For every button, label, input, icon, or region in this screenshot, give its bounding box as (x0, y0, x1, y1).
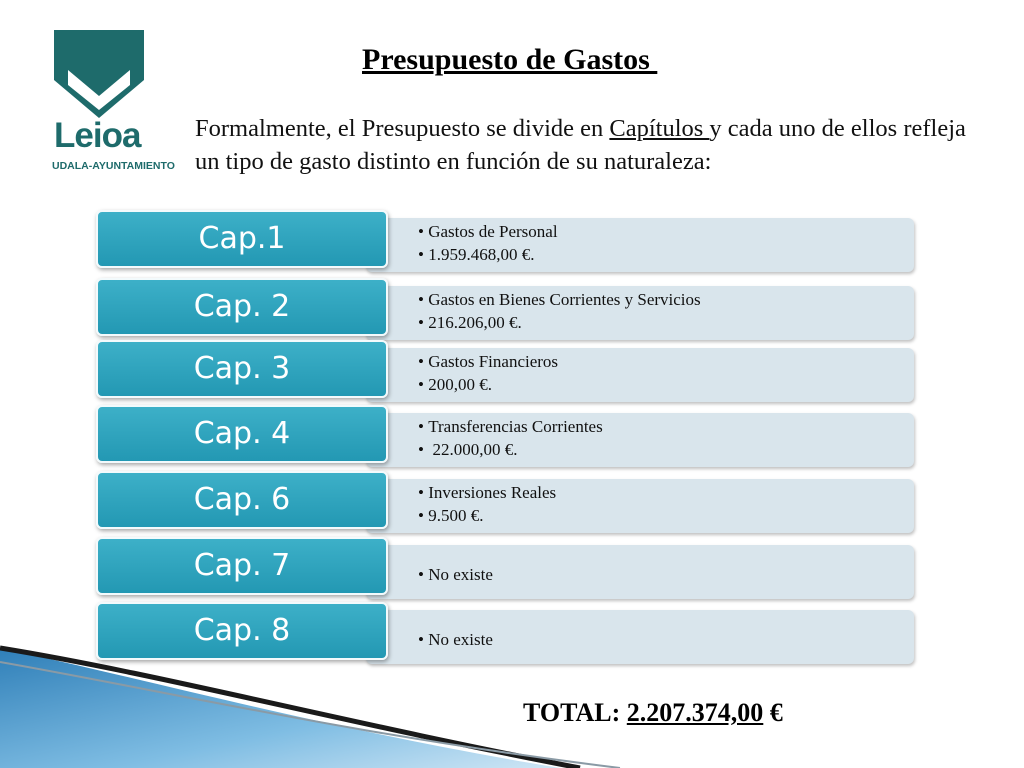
chapter-row-4 (96, 405, 916, 465)
chapter-row-2 (96, 278, 916, 338)
chapter-amount: • 216.206,00 €. (418, 311, 701, 334)
chapter-row-3 (96, 340, 916, 400)
chapter-detail-list (418, 350, 558, 396)
chapter-label: Cap. 4 (96, 405, 388, 463)
intro-text-after: y cada uno de ellos refleja un tipo de gasto distinto en función de su naturaleza: (195, 115, 966, 175)
chapter-detail-list (418, 220, 558, 266)
chapter-item: • Transferencias Corrientes (418, 415, 603, 438)
chapter-row-7 (96, 537, 916, 597)
total-amount: 2.207.374,00 (626, 698, 764, 727)
chapter-item: • No existe (418, 563, 493, 586)
chapter-label: Cap. 6 (96, 471, 388, 529)
chapter-amount: • 200,00 €. (418, 373, 558, 396)
logo-subtitle: UDALA-AYUNTAMIENTO (52, 160, 175, 172)
chapter-row-6 (96, 471, 916, 531)
intro-paragraph (195, 112, 985, 178)
chapter-label: Cap. 3 (96, 340, 388, 398)
chapter-detail-list (418, 415, 603, 461)
chapter-item: • Gastos Financieros (418, 350, 558, 373)
total-label: TOTAL: (523, 698, 627, 727)
chapter-detail-list (418, 563, 493, 586)
intro-text-before: Formalmente, el Presupuesto se divide en (195, 115, 610, 142)
page-title: Presupuesto de Gastos (362, 43, 658, 76)
chapter-label: Cap.1 (96, 210, 388, 268)
chapter-detail-list (418, 288, 701, 334)
decorative-swoosh (0, 640, 720, 768)
chapter-row-1 (96, 210, 916, 270)
chapter-item: • No existe (418, 628, 493, 651)
chapter-item: • Inversiones Reales (418, 481, 556, 504)
chapter-item: • Gastos en Bienes Corrientes y Servicios (418, 288, 701, 311)
chapter-label: Cap. 7 (96, 537, 388, 595)
chapter-amount: • 1.959.468,00 €. (418, 243, 558, 266)
intro-underlined-term: Capítulos (609, 115, 710, 142)
total-currency: € (763, 698, 783, 727)
chapter-detail-list (418, 481, 556, 527)
chapter-amount: • 22.000,00 €. (418, 438, 603, 461)
chapter-amount: • 9.500 €. (418, 504, 556, 527)
chapter-label: Cap. 2 (96, 278, 388, 336)
chapter-label: Cap. 8 (96, 602, 388, 660)
chapter-item: • Gastos de Personal (418, 220, 558, 243)
logo-wordmark: Leioa (54, 116, 141, 155)
